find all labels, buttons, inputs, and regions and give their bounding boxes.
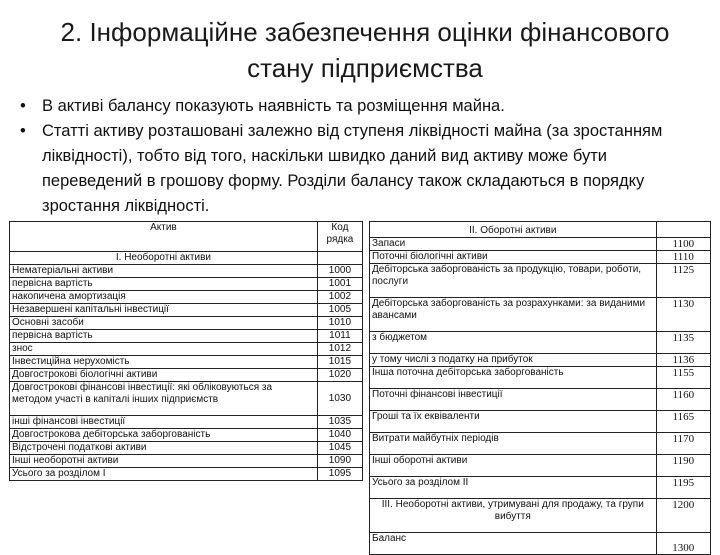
table-row: Основні засоби 1010 [10,317,363,330]
section-row [370,222,711,238]
section-title: І. Необоротні активи [10,252,318,265]
section-row [10,252,363,265]
table-row: Інші необоротні активи 1090 [10,455,363,468]
assets-table-noncurrent [9,221,363,481]
table-row: Дебіторська заборгованість за продукцію, товари, роботи, послуги 1125 [370,264,711,298]
bullet-list [18,94,708,219]
table-row: Незавершені капітальні інвестиції 1005 [10,304,363,317]
header-code: Код рядка [317,222,362,252]
table-row: Довгострокові біологічні активи 1020 [10,369,363,382]
table-row: знос 1012 [10,343,363,356]
table-row: первісна вартість 1011 [10,330,363,343]
bullet-icon: • [20,97,26,115]
table-row: Поточні біологічні активи 1110 [370,251,711,264]
table-row: Запаси 1100 [370,238,711,251]
table-row: Баланс 1300 [370,533,711,555]
bullet-icon: • [20,122,26,140]
title-line-2: стану підприємства [247,53,483,83]
table-row: у тому числі з податку на прибуток 1136 [370,354,711,367]
table-row: Інші оборотні активи 1190 [370,455,711,477]
table-row: з бюджетом 1135 [370,332,711,354]
table-row: Усього за розділом І 1095 [10,468,363,481]
table-row: Гроші та їх еквіваленти 1165 [370,411,711,433]
table-row: Інша поточна дебіторська заборгованість 1155 [370,367,711,389]
table-row: Відстрочені податкові активи 1045 [10,442,363,455]
assets-table-current [369,221,711,555]
table-row: Нематеріальні активи 1000 [10,265,363,278]
table-row: первісна вартість 1001 [10,278,363,291]
table-row: Довгострокова дебіторська заборгованість 1040 [10,429,363,442]
table-row: Поточні фінансові інвестиції 1160 [370,389,711,411]
table-row: накопичена амортизація 1002 [10,291,363,304]
page-title [20,14,710,86]
table-row: Інвестиційна нерухомість 1015 [10,356,363,369]
bullet-item: • Статті активу розташовані залежно від ступеня ліквідності майна (за зростанням ліквідності), тобто від того, наскільки швидко даний вид активу може бути переведений в грошову форму. Розділи балансу також складаються в порядку зростання ліквідності. [18,119,708,219]
table-row: Витрати майбутніх періодів 1170 [370,433,711,455]
title-line-1: 2. Інформаційне забезпечення оцінки фінансового [60,17,670,47]
table-row: інші фінансові інвестиції 1035 [10,416,363,429]
table-row: Усього за розділом ІІ 1195 [370,477,711,499]
header-asset: Актив [10,222,318,252]
table-row: ІІІ. Необоротні активи, утримувані для продажу, та групи вибуття 1200 [370,499,711,533]
table-row: Дебіторська заборгованість за розрахунками: за виданими авансами 1130 [370,298,711,332]
section-title: ІІ. Оборотні активи [370,222,657,238]
table-header-row [10,222,363,252]
table-row: Довгострокові фінансові інвестиції: які обліковуються за методом участі в капіталі інших підприємств 1030 [10,382,363,416]
bullet-item: • В активі балансу показують наявність та розміщення майна. [18,94,708,119]
